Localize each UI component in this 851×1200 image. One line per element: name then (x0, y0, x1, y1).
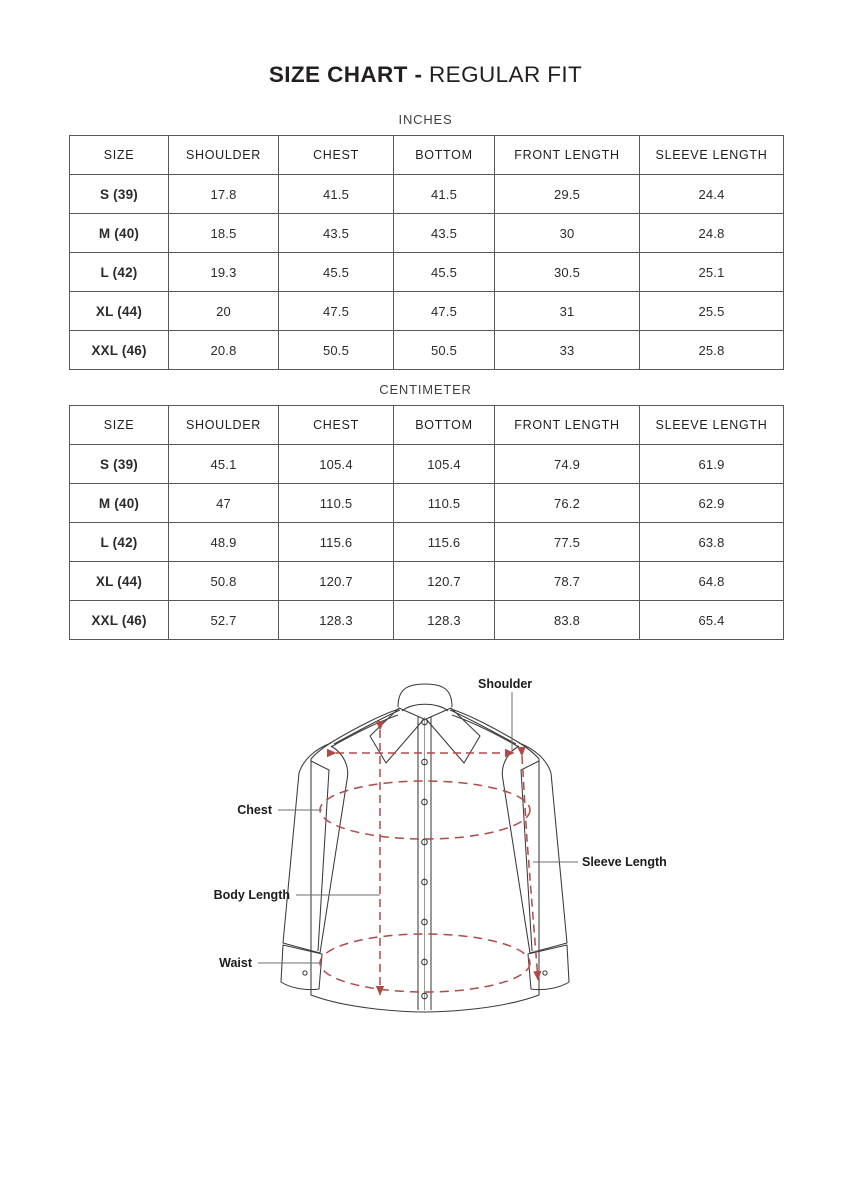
cell-size: S (39) (70, 445, 169, 484)
column-header-size: SIZE (70, 136, 169, 175)
table-row (70, 562, 784, 601)
cell-size: M (40) (70, 484, 169, 523)
table-row (70, 175, 784, 214)
cell-chest: 43.5 (279, 214, 394, 253)
cell-front-length: 77.5 (495, 523, 640, 562)
cell-front-length: 33 (495, 331, 640, 370)
shoulder-seam-right-icon (450, 710, 516, 744)
sleeve-left-fold-icon (311, 761, 329, 951)
cell-bottom: 115.6 (394, 523, 495, 562)
cell-sleeve-length: 64.8 (640, 562, 784, 601)
cell-sleeve-length: 61.9 (640, 445, 784, 484)
cell-bottom: 47.5 (394, 292, 495, 331)
cell-chest: 50.5 (279, 331, 394, 370)
table-row (70, 331, 784, 370)
unit-caption-inches: INCHES (398, 112, 453, 127)
cell-front-length: 78.7 (495, 562, 640, 601)
unit-caption-centimeter: CENTIMETER (379, 382, 472, 397)
cuff-button-left-icon (303, 971, 307, 975)
measurement-lines (320, 730, 538, 995)
cell-shoulder: 45.1 (169, 445, 279, 484)
collar-inner-icon (402, 704, 448, 711)
cell-size: XL (44) (70, 292, 169, 331)
cell-shoulder: 17.8 (169, 175, 279, 214)
cell-sleeve-length: 25.5 (640, 292, 784, 331)
cell-size: XXL (46) (70, 601, 169, 640)
cell-bottom: 45.5 (394, 253, 495, 292)
cell-chest: 47.5 (279, 292, 394, 331)
cell-chest: 45.5 (279, 253, 394, 292)
column-header-size: SIZE (70, 406, 169, 445)
armhole-right-icon (452, 715, 519, 747)
table-row (70, 484, 784, 523)
column-header-front-length: FRONT LENGTH (495, 406, 640, 445)
column-header-chest: CHEST (279, 136, 394, 175)
label-chest: Chest (237, 803, 272, 817)
cell-bottom: 110.5 (394, 484, 495, 523)
cell-chest: 115.6 (279, 523, 394, 562)
cell-front-length: 76.2 (495, 484, 640, 523)
cuff-button-right-icon (543, 971, 547, 975)
cell-shoulder: 47 (169, 484, 279, 523)
table-row (70, 214, 784, 253)
cell-front-length: 30 (495, 214, 640, 253)
cell-chest: 128.3 (279, 601, 394, 640)
cell-bottom: 105.4 (394, 445, 495, 484)
sleeve-right-icon (502, 743, 567, 953)
size-table-centimeter (69, 405, 784, 640)
column-header-sleeve-length: SLEEVE LENGTH (640, 136, 784, 175)
cell-size: L (42) (70, 253, 169, 292)
table-row (70, 601, 784, 640)
cell-shoulder: 20 (169, 292, 279, 331)
collar-band-icon (398, 684, 452, 707)
cell-size: XL (44) (70, 562, 169, 601)
table-row (70, 253, 784, 292)
cell-front-length: 30.5 (495, 253, 640, 292)
cell-sleeve-length: 65.4 (640, 601, 784, 640)
table-row (70, 292, 784, 331)
cell-size: S (39) (70, 175, 169, 214)
cell-shoulder: 19.3 (169, 253, 279, 292)
column-header-sleeve-length: SLEEVE LENGTH (640, 406, 784, 445)
table-header-row (70, 136, 784, 175)
cell-front-length: 29.5 (495, 175, 640, 214)
table-row (70, 445, 784, 484)
collar-left-icon (370, 708, 424, 763)
column-header-shoulder: SHOULDER (169, 136, 279, 175)
cell-chest: 41.5 (279, 175, 394, 214)
label-body-length: Body Length (213, 888, 290, 902)
cell-chest: 105.4 (279, 445, 394, 484)
collar-right-icon (426, 708, 480, 763)
sleeve-left-icon (283, 743, 348, 953)
armhole-left-icon (331, 715, 398, 747)
column-header-bottom: BOTTOM (394, 406, 495, 445)
cell-front-length: 31 (495, 292, 640, 331)
cell-bottom: 50.5 (394, 331, 495, 370)
page-title-strong: SIZE CHART - (268, 62, 430, 87)
page-title-light: REGULAR FIT (429, 62, 583, 87)
column-header-shoulder: SHOULDER (169, 406, 279, 445)
cell-sleeve-length: 24.4 (640, 175, 784, 214)
label-sleeve-length: Sleeve Length (582, 855, 667, 869)
cell-chest: 120.7 (279, 562, 394, 601)
label-waist: Waist (219, 956, 252, 970)
cell-shoulder: 48.9 (169, 523, 279, 562)
cell-size: L (42) (70, 523, 169, 562)
cell-shoulder: 52.7 (169, 601, 279, 640)
size-table-inches (69, 135, 784, 370)
label-shoulder: Shoulder (478, 677, 533, 691)
cell-size: XXL (46) (70, 331, 169, 370)
cell-front-length: 83.8 (495, 601, 640, 640)
column-header-front-length: FRONT LENGTH (495, 136, 640, 175)
sleeve-length-measure-line (522, 756, 538, 980)
column-header-bottom: BOTTOM (394, 136, 495, 175)
cell-bottom: 43.5 (394, 214, 495, 253)
table-header-row (70, 406, 784, 445)
measurement-diagram (0, 660, 851, 1030)
cell-shoulder: 50.8 (169, 562, 279, 601)
table-row (70, 523, 784, 562)
cell-sleeve-length: 25.1 (640, 253, 784, 292)
cell-bottom: 128.3 (394, 601, 495, 640)
cell-shoulder: 20.8 (169, 331, 279, 370)
cell-sleeve-length: 24.8 (640, 214, 784, 253)
cell-sleeve-length: 25.8 (640, 331, 784, 370)
cell-sleeve-length: 63.8 (640, 523, 784, 562)
cell-shoulder: 18.5 (169, 214, 279, 253)
cell-bottom: 41.5 (394, 175, 495, 214)
column-header-chest: CHEST (279, 406, 394, 445)
cell-front-length: 74.9 (495, 445, 640, 484)
shoulder-seam-left-icon (334, 710, 400, 744)
page-title (0, 62, 851, 88)
cell-sleeve-length: 62.9 (640, 484, 784, 523)
cell-bottom: 120.7 (394, 562, 495, 601)
cell-chest: 110.5 (279, 484, 394, 523)
cell-size: M (40) (70, 214, 169, 253)
shirt-outline (281, 684, 569, 1012)
